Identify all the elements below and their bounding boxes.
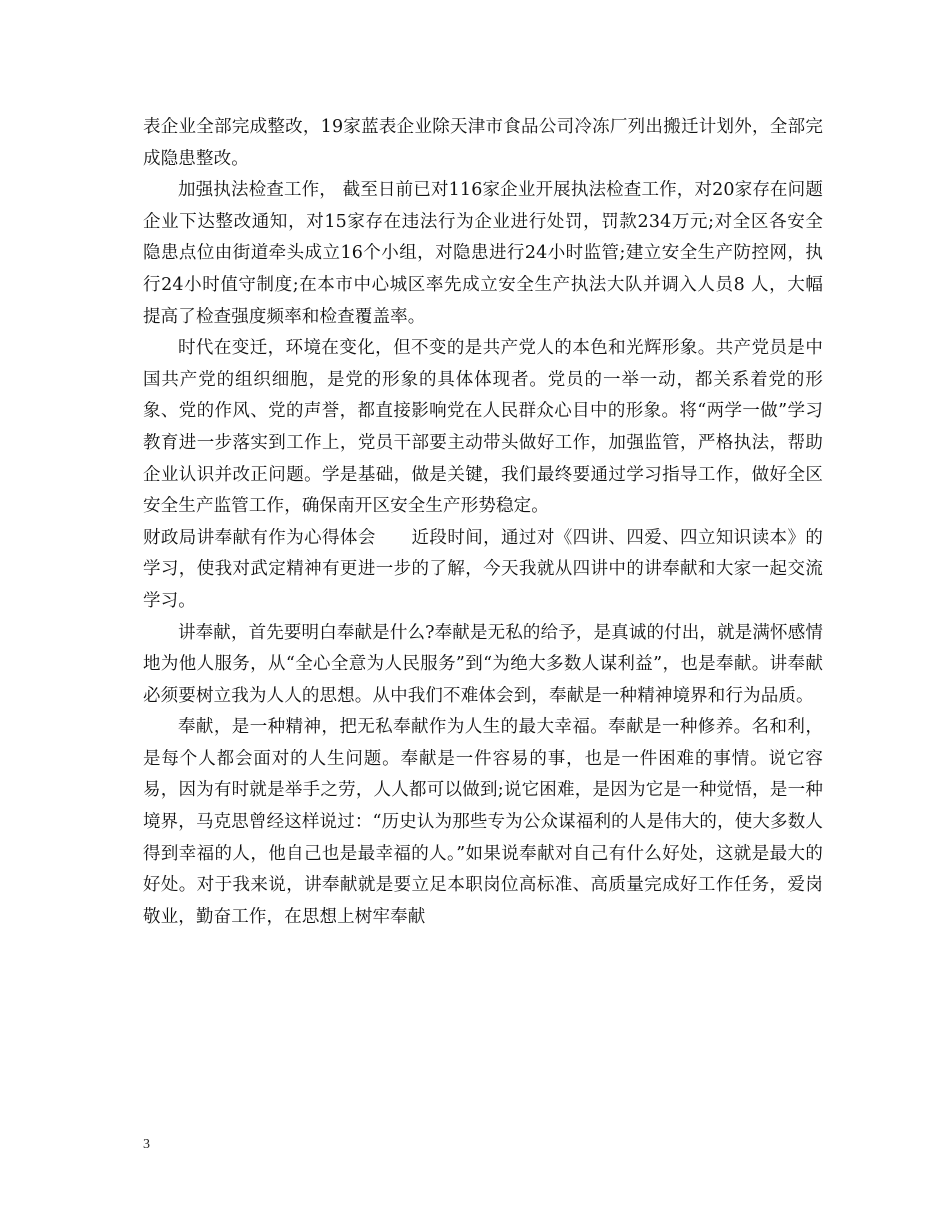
paragraph-4-heading: 财政局讲奉献有作为心得体会 近段时间，通过对《四讲、四爱、四立知识读本》的学习，使我对武定精神有更进一步的了解，今天我就从四讲中的讲奉献和大家一起交流学习。 <box>143 527 823 611</box>
paragraph-6: 奉献，是一种精神，把无私奉献作为人生的最大幸福。奉献是一种修养。名和利，是每个人都会面对的人生问题。奉献是一件容易的事，也是一件困难的事情。说它容易，因为有时就是举手之劳，人人都可以做到;说它困难，是因为它是一种觉悟，是一种境界，马克思曾经这样说过：“历史认为那些专为公众谋福利的人是伟大的，使大多数人得到幸福的人，他自己也是最幸福的人。”如果说奉献对自己有什么好处，这就是最大的好处。对于我来说，讲奉献就是要立足本职岗位高标准、高质量完成好工作任务，爱岗敬业，勤奋工作，在思想上树牢奉献 <box>143 717 823 927</box>
body-text <box>143 112 823 933</box>
paragraph-3: 时代在变迁，环境在变化，但不变的是共产党人的本色和光辉形象。共产党员是中国共产党的组织细胞，是党的形象的具体体现者。党员的一举一动，都关系着党的形象、党的作风、党的声誉，都直接影响党在人民群众心目中的形象。将“两学一做”学习教育进一步落实到工作上，党员干部要主动带头做好工作，加强监管，严格执法，帮助企业认识并改正问题。学是基础，做是关键，我们最终要通过学习指导工作，做好全区安全生产监管工作，确保南开区安全生产形势稳定。 <box>143 338 823 517</box>
paragraph-2: 加强执法检查工作， 截至日前已对116家企业开展执法检查工作，对20家存在问题企业下达整改通知，对15家存在违法行为企业进行处罚，罚款234万元;对全区各安全隐患点位由街道牵头成立16个小组，对隐患进行24小时监管;建立安全生产防控网，执行24小时值守制度;在本市中心城区率先成立安全生产执法大队并调入人员8 人，大幅提高了检查强度频率和检查覆盖率。 <box>143 180 823 327</box>
paragraph-1: 表企业全部完成整改，19家蓝表企业除天津市食品公司冷冻厂列出搬迁计划外，全部完成隐患整改。 <box>143 117 823 169</box>
paragraph-5: 讲奉献，首先要明白奉献是什么?奉献是无私的给予，是真诚的付出，就是满怀感情地为他人服务，从“全心全意为人民服务”到“为绝大多数人谋利益”，也是奉献。讲奉献必须要树立我为人人的思想。从中我们不难体会到，奉献是一种精神境界和行为品质。 <box>143 622 823 706</box>
page-number: 3 <box>143 1137 150 1152</box>
